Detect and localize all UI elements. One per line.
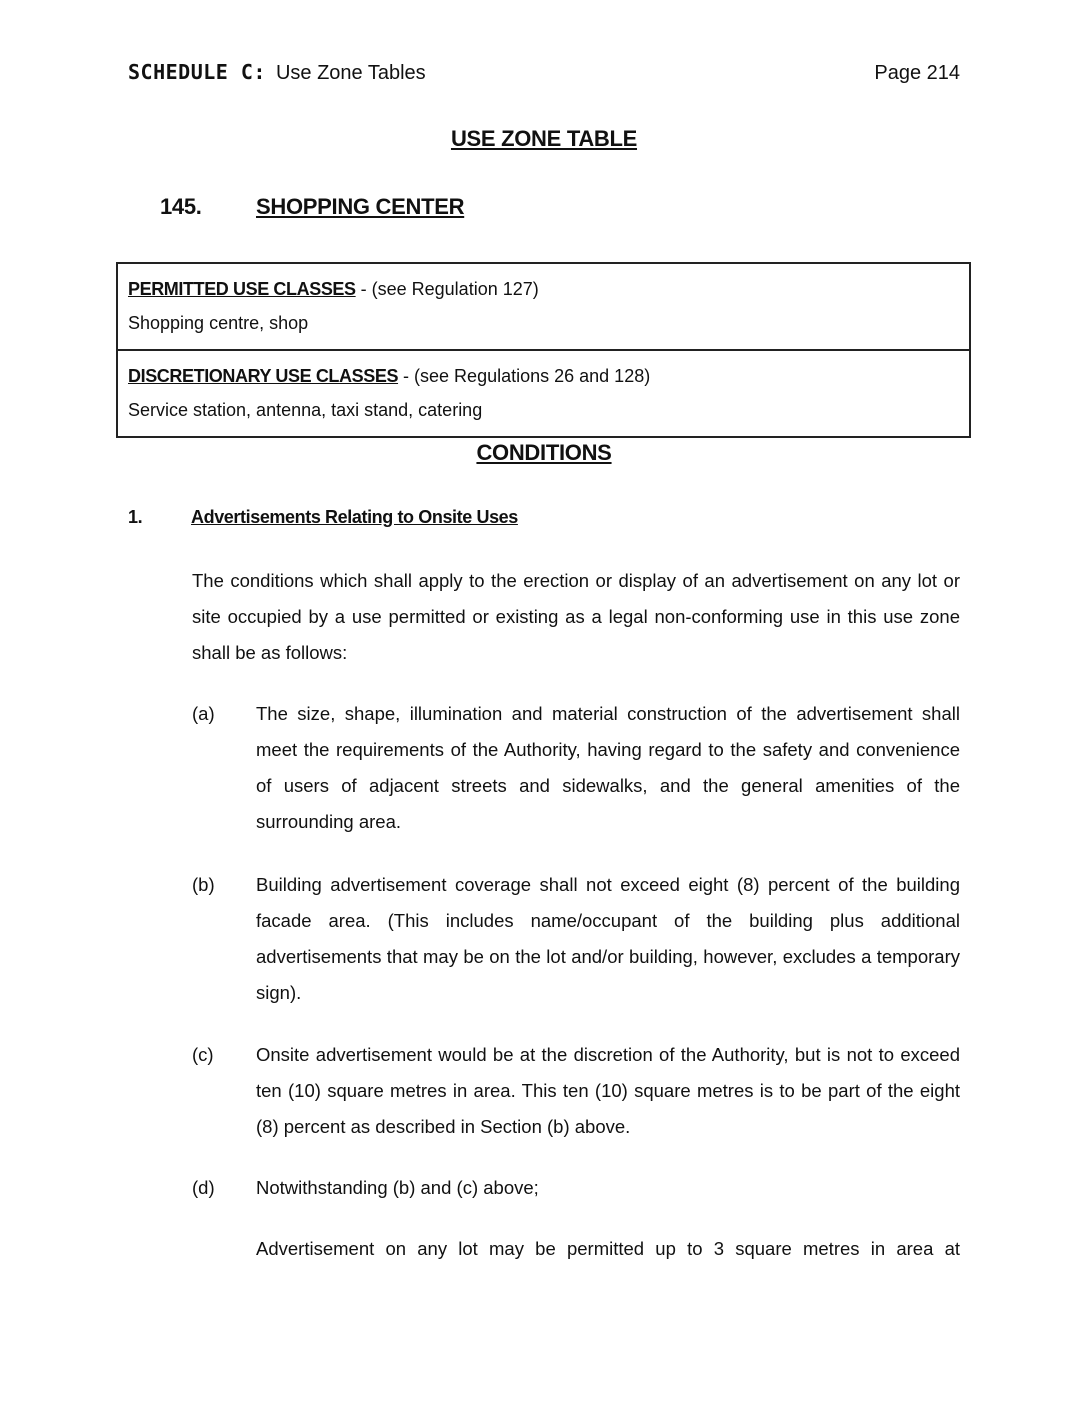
section-heading [160,194,464,220]
discretionary-heading-line [128,359,959,393]
condition-item-d [192,1170,960,1206]
condition-item-b [192,867,960,1011]
permitted-heading: PERMITTED USE CLASSES [128,279,356,299]
use-zone-table-title: USE ZONE TABLE [450,126,638,151]
permitted-uses: Shopping centre, shop [128,313,309,333]
conditions-title: CONDITIONS [476,440,612,465]
item-text: Notwithstanding (b) and (c) above; [256,1177,539,1198]
header-left [128,60,426,85]
item-d-continuation: Advertisement on any lot may be permitted up to 3 square metres in area at [256,1238,960,1259]
item-text: Onsite advertisement would be at the discretion of the Authority, but is not to exceed ten (10) square metres in area. This ten (10) square metres is to be part of the eight (8) percent as described in Section (b) above. [256,1044,960,1137]
discretionary-heading: DISCRETIONARY USE CLASSES [128,366,399,386]
discretionary-uses: Service station, antenna, taxi stand, catering [128,400,483,420]
section-number: 145. [160,194,202,219]
condition-heading [128,507,518,528]
discretionary-reference: - (see Regulations 26 and 128) [398,366,651,386]
condition-item-c [192,1037,960,1145]
item-label: (c) [192,1044,214,1065]
schedule-subtitle: Use Zone Tables [275,62,426,84]
item-label: (a) [192,703,215,724]
section-title: SHOPPING CENTER [256,194,465,219]
item-label: (b) [192,874,215,895]
permitted-reference: - (see Regulation 127) [355,279,539,299]
item-label: (d) [192,1177,215,1198]
condition-number: 1. [128,507,143,527]
discretionary-use-cell [118,349,969,436]
running-header [128,60,960,85]
item-text: Building advertisement coverage shall not exceed eight (8) percent of the building facade area. (This includes name/occupant of the building plus additional advertisements that may be on the lot and/or building, however, excludes a temporary sign). [256,874,960,1003]
permitted-use-cell [118,264,969,349]
permitted-heading-line [128,272,959,306]
item-text: The size, shape, illumination and material construction of the advertisement shall meet the requirements of the Authority, having regard to the safety and convenience of users of adjacent streets and sidewalks, and the general amenities of the surrounding area. [256,703,960,832]
condition-item-a [192,696,960,840]
schedule-label: SCHEDULE C: [128,60,266,84]
page-number: Page 214 [874,62,960,84]
use-classes-table [116,262,971,438]
condition-title: Advertisements Relating to Onsite Uses [191,507,518,527]
condition-intro: The conditions which shall apply to the erection or display of an advertisement on any lot or site occupied by a use permitted or existing as a legal non-conforming use in this use zone shall be as follows: [192,570,960,663]
